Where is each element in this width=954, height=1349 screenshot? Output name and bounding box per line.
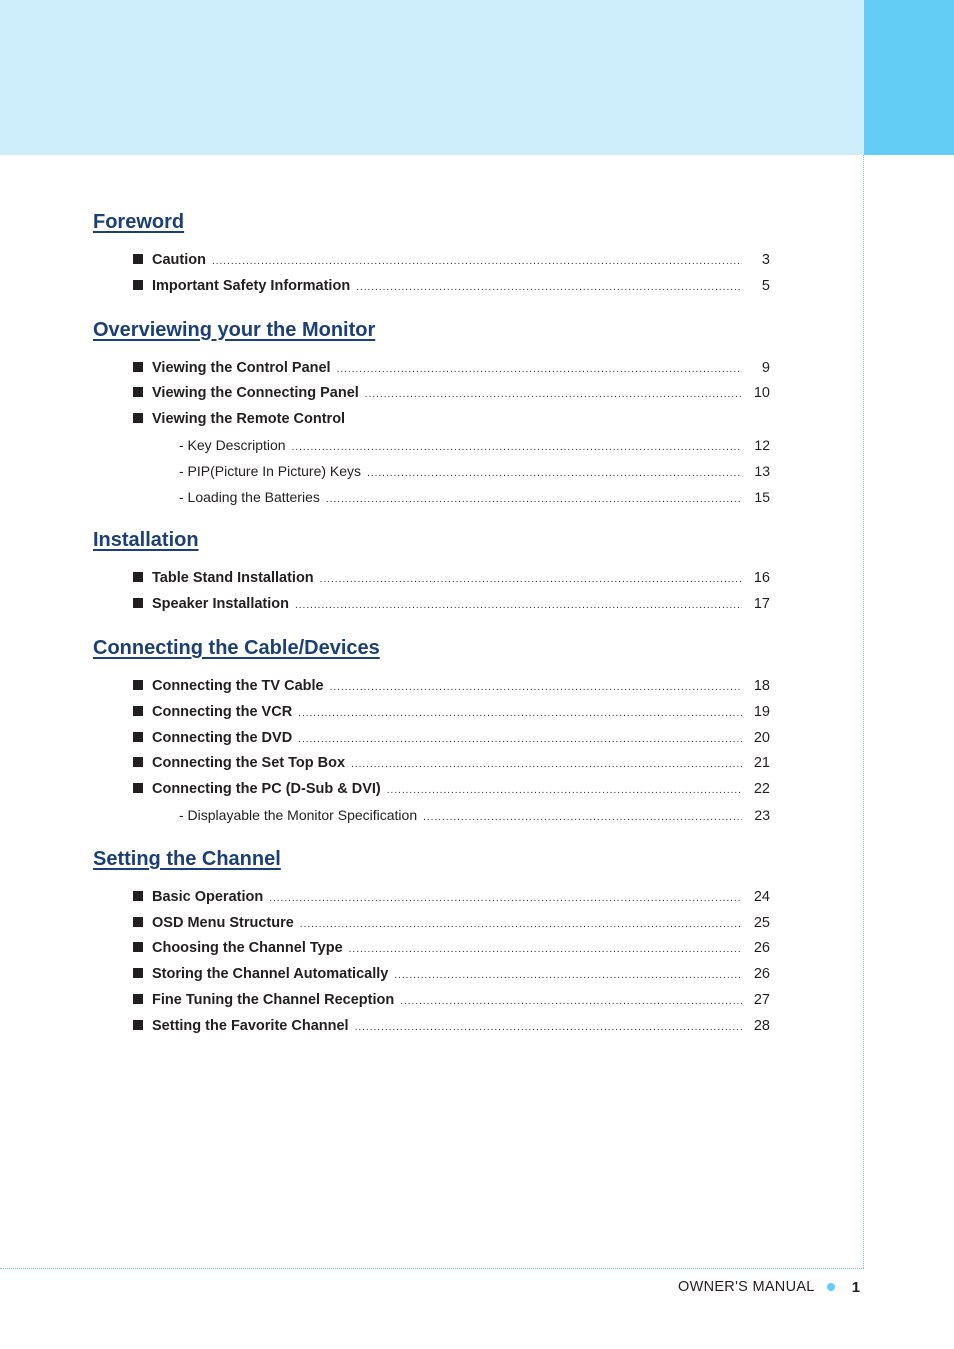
entry-label: - PIP(Picture In Picture) Keys <box>179 462 362 479</box>
dot-leader <box>355 1015 742 1041</box>
dot-leader <box>326 487 742 513</box>
toc-subentry[interactable] <box>179 459 770 485</box>
square-bullet-icon <box>133 280 143 290</box>
toc-entry[interactable] <box>133 700 770 726</box>
entry-label: Caution <box>152 252 206 268</box>
toc-section <box>93 316 770 511</box>
dot-leader <box>295 593 742 619</box>
entry-page-number: 20 <box>753 729 770 746</box>
dot-leader <box>365 382 742 408</box>
right-dotted-rule <box>863 155 864 1268</box>
table-of-contents <box>93 208 770 1056</box>
entry-label: Fine Tuning the Channel Reception <box>152 991 395 1008</box>
square-bullet-icon <box>133 732 143 742</box>
toc-section <box>93 526 770 618</box>
entry-label: Table Stand Installation <box>152 570 314 587</box>
square-bullet-icon <box>133 387 143 397</box>
toc-entry[interactable] <box>133 381 770 407</box>
toc-entry[interactable] <box>133 988 770 1014</box>
entry-page-number: 12 <box>754 436 770 453</box>
entry-page-number: 3 <box>761 252 770 268</box>
toc-entry[interactable] <box>133 911 770 937</box>
entry-page-number: 22 <box>753 781 770 798</box>
square-bullet-icon <box>133 362 143 372</box>
toc-section <box>93 634 770 829</box>
entry-label: Connecting the TV Cable <box>152 677 324 694</box>
footer-dot-icon <box>827 1283 835 1291</box>
entry-label: Storing the Channel Automatically <box>152 966 389 983</box>
entry-page-number: 28 <box>753 1017 770 1034</box>
toc-section <box>93 208 770 300</box>
square-bullet-icon <box>133 706 143 716</box>
square-bullet-icon <box>133 680 143 690</box>
entry-label: Basic Operation <box>152 888 264 905</box>
entry-label: Viewing the Control Panel <box>152 359 331 376</box>
dot-leader <box>367 461 742 487</box>
entry-page-number: 26 <box>753 966 770 983</box>
dot-leader <box>300 912 742 938</box>
entry-page-number: 13 <box>754 462 770 479</box>
entry-label: Viewing the Connecting Panel <box>152 385 359 402</box>
entry-page-number: 15 <box>754 488 770 505</box>
section-heading[interactable]: Installation <box>93 529 199 552</box>
footer-manual-label: OWNER'S MANUAL <box>678 1279 815 1295</box>
square-bullet-icon <box>133 598 143 608</box>
toc-entry[interactable] <box>133 885 770 911</box>
square-bullet-icon <box>133 413 143 423</box>
dot-leader <box>356 275 742 301</box>
toc-entry[interactable] <box>133 962 770 988</box>
toc-entry[interactable] <box>133 936 770 962</box>
dot-leader <box>320 567 742 593</box>
square-bullet-icon <box>133 783 143 793</box>
entry-page-number: 18 <box>753 677 770 694</box>
entry-page-number: 10 <box>753 385 770 402</box>
dot-leader <box>330 675 742 701</box>
toc-entry[interactable] <box>133 356 770 382</box>
entry-page-number: 19 <box>753 703 770 720</box>
page-footer <box>678 1276 860 1298</box>
toc-entry[interactable] <box>133 674 770 700</box>
toc-subentry[interactable] <box>179 803 770 829</box>
entry-label: - Loading the Batteries <box>179 488 320 505</box>
toc-entry[interactable] <box>133 751 770 777</box>
toc-subentry[interactable] <box>179 433 770 459</box>
entry-label: Choosing the Channel Type <box>152 940 343 957</box>
entry-label: Viewing the Remote Control <box>152 411 346 428</box>
dot-leader <box>394 963 742 989</box>
toc-entry[interactable] <box>133 566 770 592</box>
dot-leader <box>269 886 742 912</box>
entry-page-number: 16 <box>753 570 770 587</box>
toc-entry[interactable] <box>133 726 770 752</box>
entry-page-number: 17 <box>753 596 770 613</box>
entry-page-number: 25 <box>753 914 770 931</box>
toc-entry[interactable] <box>133 407 770 433</box>
header-band <box>0 0 864 155</box>
square-bullet-icon <box>133 994 143 1004</box>
entry-label: - Key Description <box>179 436 286 453</box>
toc-entry[interactable] <box>133 592 770 618</box>
entry-page-number: 24 <box>753 888 770 905</box>
dot-leader <box>387 778 742 804</box>
toc-section <box>93 845 770 1040</box>
square-bullet-icon <box>133 942 143 952</box>
dot-leader <box>351 752 742 778</box>
square-bullet-icon <box>133 917 143 927</box>
bottom-dotted-rule <box>0 1268 864 1269</box>
dot-leader <box>349 937 742 963</box>
header-tab <box>864 0 954 155</box>
toc-entry[interactable] <box>133 1014 770 1040</box>
entry-label: Speaker Installation <box>152 596 289 613</box>
dot-leader <box>337 357 742 383</box>
toc-entry[interactable] <box>133 777 770 803</box>
square-bullet-icon <box>133 891 143 901</box>
footer-page-number: 1 <box>851 1278 861 1296</box>
entry-label: Important Safety Information <box>152 277 351 294</box>
entry-label: - Displayable the Monitor Specification <box>179 806 418 823</box>
section-heading[interactable]: Overviewing your the Monitor <box>93 318 376 341</box>
section-heading[interactable]: Setting the Channel <box>93 847 281 870</box>
dot-leader <box>298 701 742 727</box>
entry-page-number: 26 <box>753 940 770 957</box>
dot-leader <box>400 989 742 1015</box>
dot-leader <box>423 805 742 831</box>
section-heading[interactable]: Connecting the Cable/Devices <box>93 636 380 659</box>
dot-leader <box>212 249 742 275</box>
entry-label: Connecting the Set Top Box <box>152 755 346 772</box>
square-bullet-icon <box>133 572 143 582</box>
entry-label: Connecting the DVD <box>152 729 293 746</box>
section-heading[interactable]: Foreword <box>93 211 185 233</box>
entry-page-number: 21 <box>753 755 770 772</box>
dot-leader <box>298 727 742 753</box>
entry-label: Connecting the VCR <box>152 703 293 720</box>
square-bullet-icon <box>133 254 143 264</box>
entry-page-number: 9 <box>761 359 770 376</box>
square-bullet-icon <box>133 1020 143 1030</box>
entry-page-number: 27 <box>753 991 770 1008</box>
entry-label: OSD Menu Structure <box>152 914 294 931</box>
toc-subentry[interactable] <box>179 485 770 511</box>
dot-leader <box>292 435 742 461</box>
square-bullet-icon <box>133 968 143 978</box>
entry-label: Connecting the PC (D-Sub & DVI) <box>152 781 381 798</box>
square-bullet-icon <box>133 757 143 767</box>
entry-page-number: 23 <box>754 806 770 823</box>
entry-label: Setting the Favorite Channel <box>152 1017 349 1034</box>
entry-page-number: 5 <box>761 277 770 294</box>
toc-entry[interactable] <box>133 274 770 300</box>
toc-entry[interactable] <box>133 248 770 274</box>
